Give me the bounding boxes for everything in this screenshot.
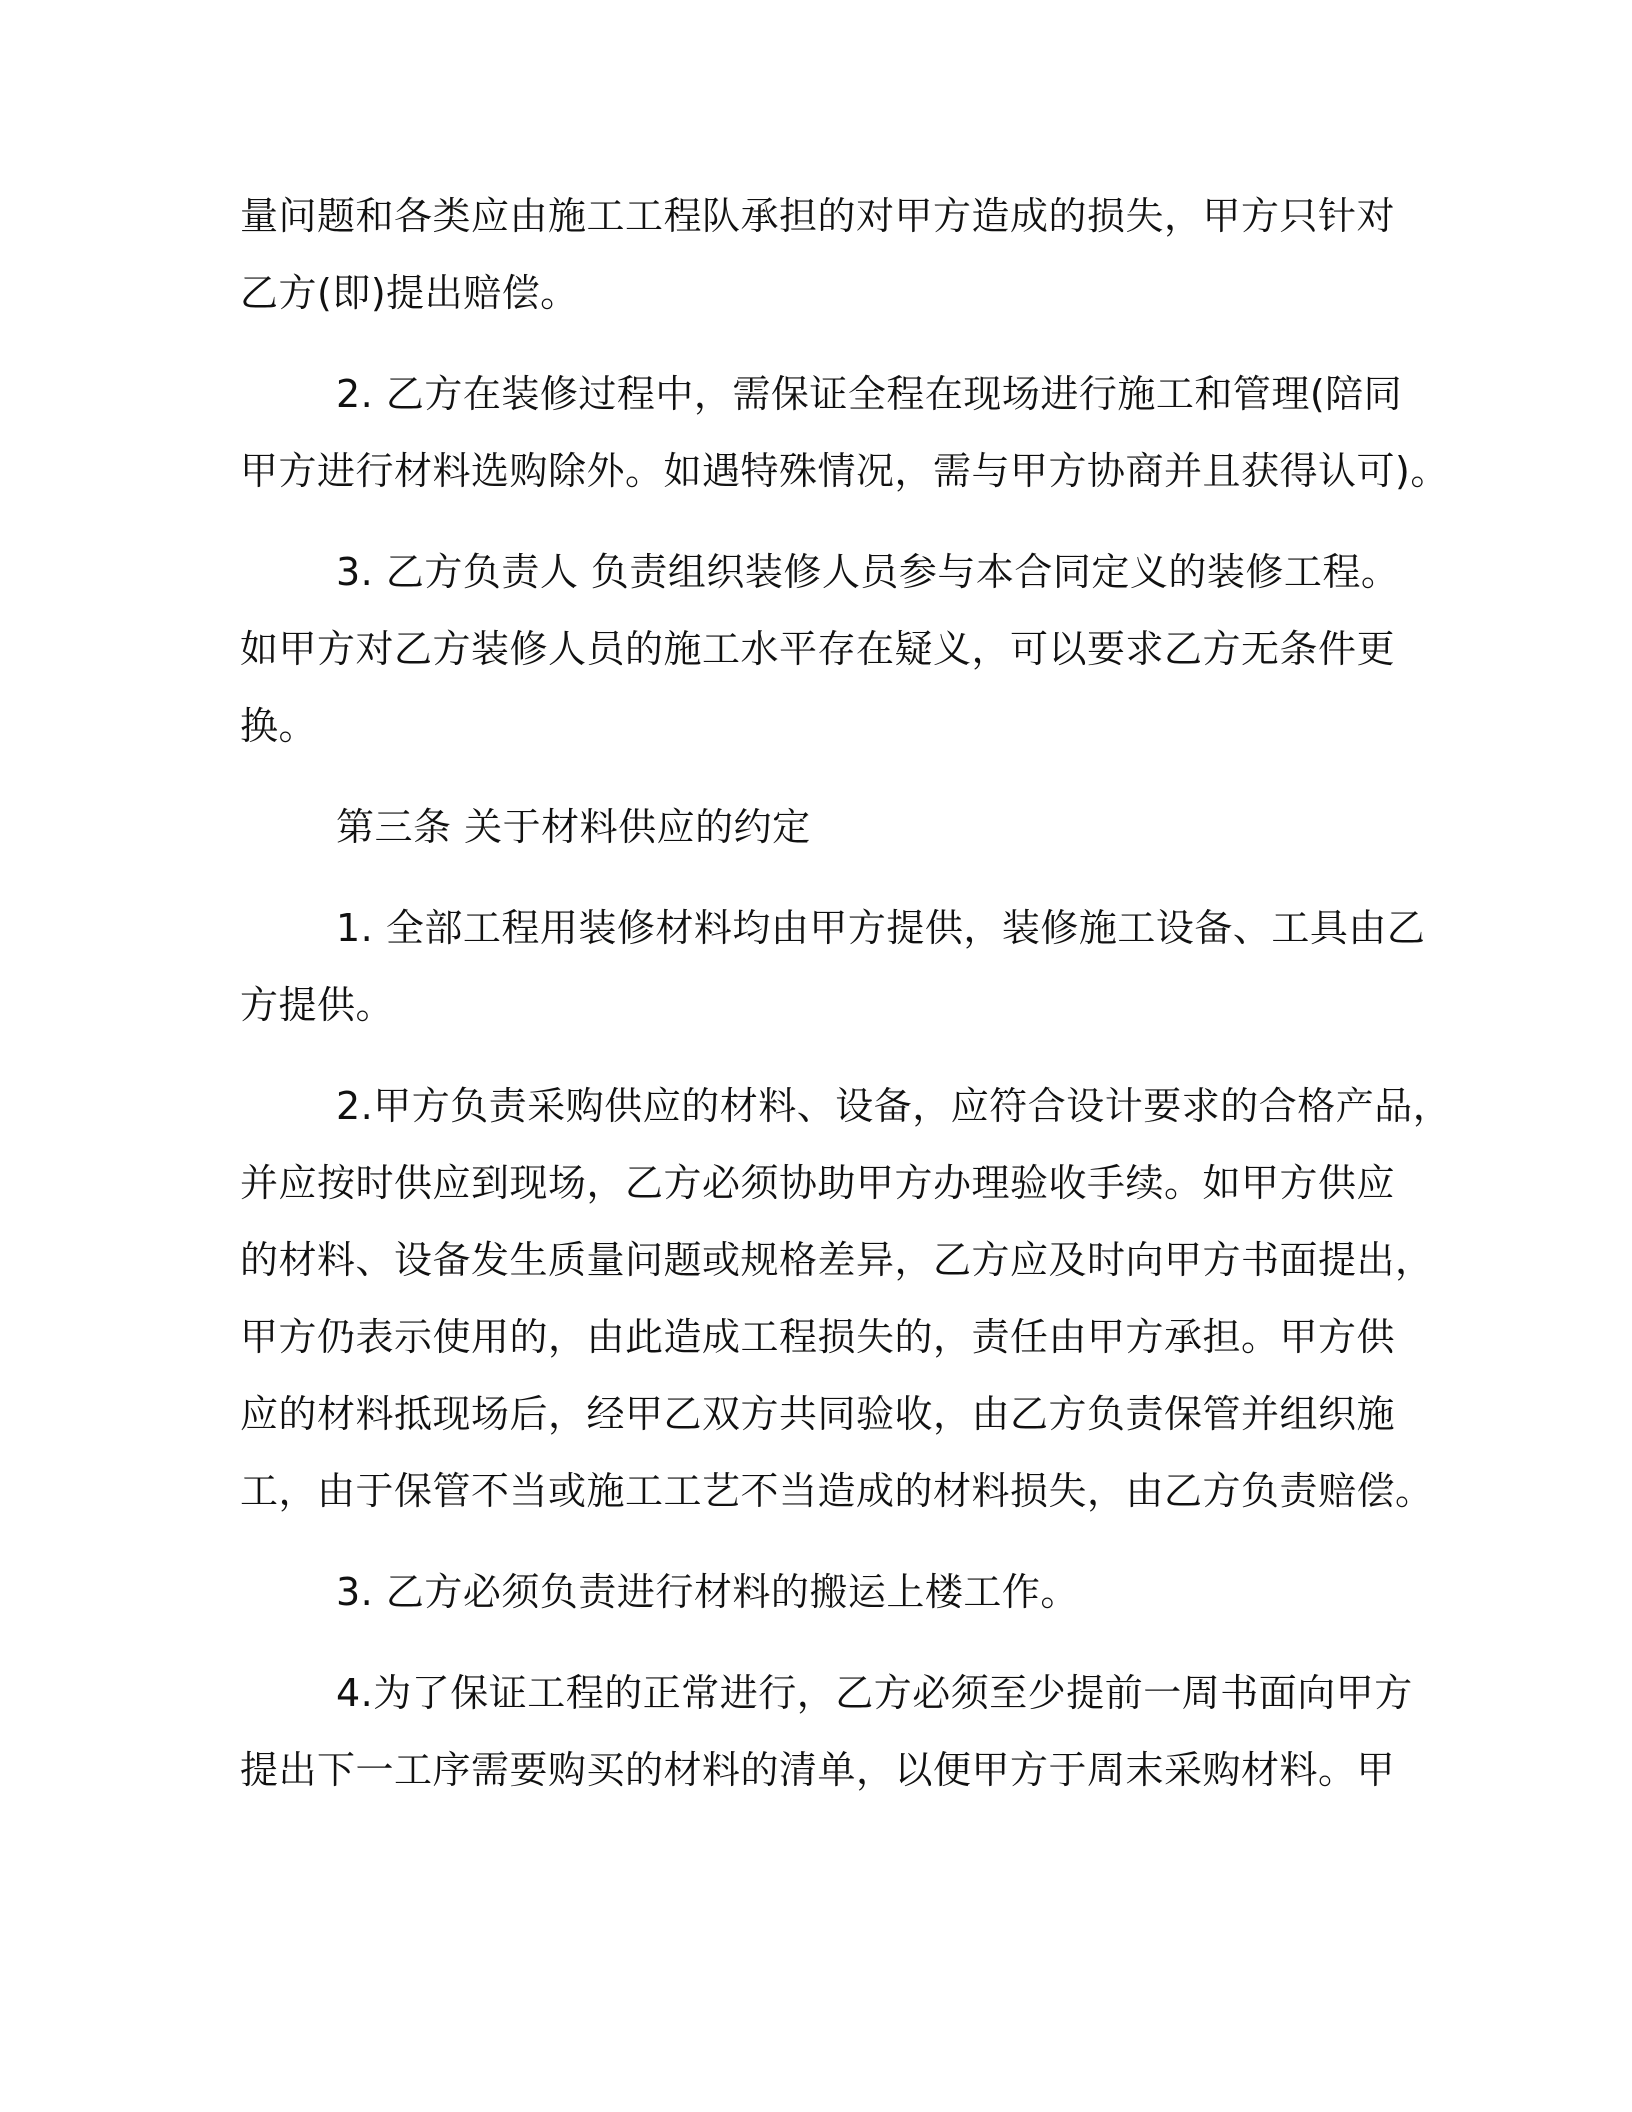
text-line: 甲方进行材料选购除外。如遇特殊情况，需与甲方协商并且获得认可)。 [240, 449, 1449, 493]
text-line: 3. 乙方负责人 负责组织装修人员参与本合同定义的装修工程。 [336, 550, 1400, 594]
paragraph-compensation [240, 178, 1410, 332]
text-line: 3. 乙方必须负责进行材料的搬运上楼工作。 [336, 1570, 1079, 1614]
text-line: 甲方仍表示使用的，由此造成工程损失的，责任由甲方承担。甲方供 [240, 1315, 1396, 1359]
text-line: 提出下一工序需要购买的材料的清单，以便甲方于周末采购材料。甲 [240, 1748, 1396, 1792]
text-line: 第三条 关于材料供应的约定 [336, 805, 811, 849]
text-line: 量问题和各类应由施工工程队承担的对甲方造成的损失，甲方只针对 [240, 194, 1396, 238]
text-line: 的材料、设备发生质量问题或规格差异，乙方应及时向甲方书面提出， [240, 1238, 1434, 1282]
text-line: 2.甲方负责采购供应的材料、设备，应符合设计要求的合格产品， [336, 1084, 1452, 1128]
document-body [240, 178, 1452, 1833]
text-line: 4.为了保证工程的正常进行，乙方必须至少提前一周书面向甲方 [336, 1671, 1413, 1715]
paragraph-material-3 [240, 1554, 1410, 1631]
text-line: 1. 全部工程用装修材料均由甲方提供，装修施工设备、工具由乙 [336, 906, 1426, 950]
text-line: 方提供。 [240, 983, 395, 1027]
text-line: 并应按时供应到现场，乙方必须协助甲方办理验收手续。如甲方供应 [240, 1161, 1396, 1205]
text-line: 乙方(即)提出赔偿。 [240, 271, 579, 315]
paragraph-clause-2-onsite [240, 356, 1449, 510]
text-line: 换。 [240, 704, 318, 748]
text-line: 2. 乙方在装修过程中，需保证全程在现场进行施工和管理(陪同 [336, 372, 1403, 416]
paragraph-clause-3-responsible [240, 534, 1410, 765]
paragraph-material-4 [240, 1655, 1413, 1809]
paragraph-material-1 [240, 890, 1426, 1044]
section-heading-article-3 [240, 789, 1410, 866]
text-line: 如甲方对乙方装修人员的施工水平存在疑义，可以要求乙方无条件更 [240, 627, 1396, 671]
paragraph-material-2 [240, 1068, 1452, 1530]
text-line: 工，由于保管不当或施工工艺不当造成的材料损失，由乙方负责赔偿。 [240, 1469, 1434, 1513]
text-line: 应的材料抵现场后，经甲乙双方共同验收，由乙方负责保管并组织施 [240, 1392, 1396, 1436]
